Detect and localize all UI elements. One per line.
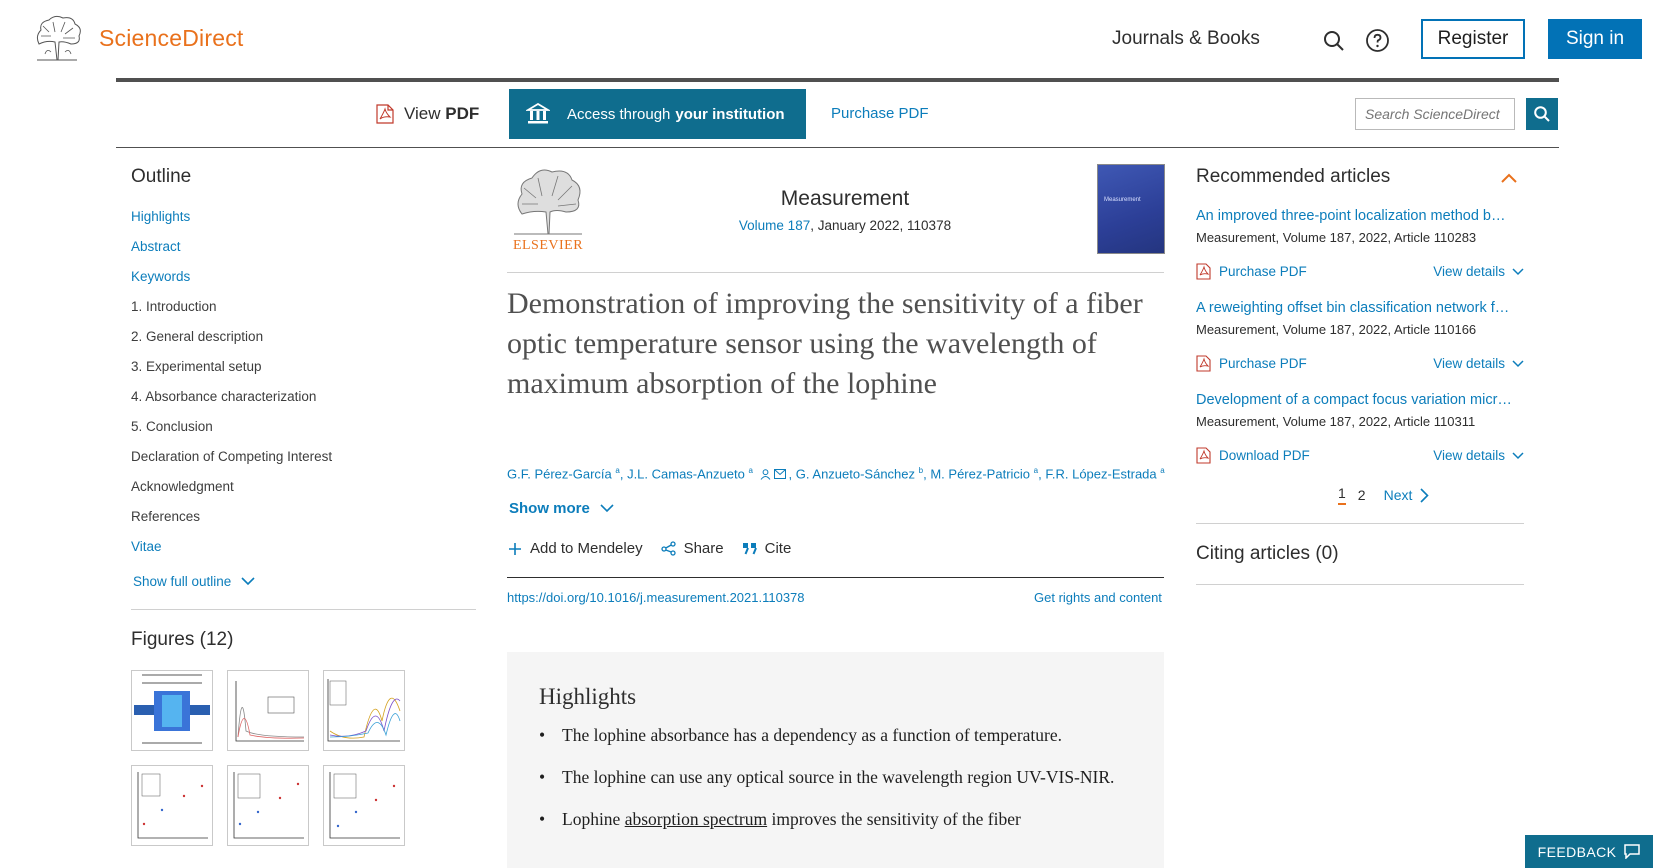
highlights-list [539,722,1139,848]
article-title: Demonstration of improving the sensitivity of a fiber optic temperature sensor using the wavelength of maximum absorption of the lophine [507,287,1143,400]
author-affiliation: a [1033,466,1039,475]
pdf-icon [1196,355,1211,372]
recommended-pdf-link[interactable] [1196,355,1307,372]
article-actions [508,540,791,557]
outline-item-references[interactable]: References [131,509,201,524]
share-label: Share [683,540,724,557]
highlights-heading: Highlights [539,684,637,709]
outline-divider [131,609,476,610]
help-icon[interactable] [1365,28,1390,53]
cite-button[interactable] [742,540,792,557]
author-link[interactable]: M. Pérez-Patricio [930,466,1031,482]
recommended-meta: Measurement, Volume 187, 2022, Article 110311 [1196,414,1476,429]
mendeley-label: Add to Mendeley [530,540,643,557]
recommended-heading: Recommended articles [1196,166,1391,187]
recommended-meta: Measurement, Volume 187, 2022, Article 110166 [1196,322,1477,337]
recommended-divider [1196,523,1524,524]
share-button[interactable] [661,540,724,557]
author-list: G.F. Pérez-García $^a$, J.L. Camas-Anzueto $^a$ , G. Anzueto-Sánchez $^b$, M. Pérez-Patricio $^a$, F.R. López-Estrada $^a$ [507,466,1165,482]
figure-thumbnail[interactable] [131,765,213,846]
outline-item-keywords[interactable]: Keywords [131,269,191,284]
highlight-item [539,806,1139,833]
access-label: Access through [567,105,671,123]
outline-heading: Outline [131,166,192,187]
pdf-label: PDF [445,104,480,123]
highlight-text: Lophine [562,809,625,829]
page-1-current[interactable]: 1 [1338,485,1346,505]
plus-icon [508,542,522,556]
journal-issue-info [690,218,1000,233]
journal-title[interactable]: Measurement [780,187,910,210]
share-icon [661,541,676,556]
doi-link[interactable]: https://doi.org/10.1016/j.measurement.2021.110378 [507,590,805,605]
outline-item-highlights[interactable]: Highlights [131,209,191,224]
author-link[interactable]: J.L. Camas-Anzueto [627,466,745,482]
actions-divider [507,577,1164,578]
chevron-down-icon [1512,360,1524,368]
recommended-pagination [1338,485,1429,505]
view-details-label: View details [1433,264,1505,279]
search-sciencedirect-input[interactable] [1355,98,1515,130]
pdf-icon [376,104,394,124]
recommended-pdf-link[interactable] [1196,263,1307,280]
recommended-meta: Measurement, Volume 187, 2022, Article 110283 [1196,230,1477,245]
show-more-label: Show more [509,500,590,517]
outline-item-absorbance[interactable]: 4. Absorbance characterization [131,389,317,404]
author-link[interactable]: F.R. López-Estrada [1045,466,1157,482]
access-institution-label: your institution [675,105,785,123]
outline-item-acknowledgment[interactable]: Acknowledgment [131,479,234,494]
figure-thumbnail[interactable] [323,765,405,846]
outline-item-conclusion[interactable]: 5. Conclusion [131,419,213,434]
sciencedirect-wordmark[interactable]: ScienceDirect [99,25,244,51]
figure-thumbnails [131,670,405,846]
show-full-outline-label: Show full outline [133,574,232,589]
highlight-item: • The lophine can use any optical source in the wavelength region UV-VIS-NIR. [539,764,1139,791]
cover-title: Measurement [1104,197,1141,203]
journals-books-link[interactable]: Journals & Books [1112,28,1260,49]
author-affiliation: a [748,466,753,475]
recommended-pdf-link[interactable] [1196,447,1310,464]
absorption-spectrum-link[interactable]: absorption spectrum [624,809,768,829]
figure-thumbnail[interactable] [131,670,213,751]
access-institution-button[interactable] [509,89,806,139]
author-link[interactable]: G. Anzueto-Sánchez [795,466,916,482]
rights-content-link[interactable]: Get rights and content [1034,590,1162,605]
recommended-pdf-label: Purchase PDF [1219,264,1307,279]
highlights-section [507,652,1164,868]
outline-item-experimental-setup[interactable]: 3. Experimental setup [131,359,262,374]
elsevier-tree-logo[interactable] [29,14,85,62]
author-affiliation: a [615,466,620,475]
feedback-label: FEEDBACK [1537,843,1617,860]
view-details-label: View details [1433,448,1505,463]
recommended-article [1196,300,1524,392]
recommended-article [1196,392,1524,484]
outline-list [131,207,332,567]
highlight-item: • The lophine absorbance has a dependency as a function of temperature. [539,722,1139,749]
person-icon [760,469,771,480]
recommended-article [1196,208,1524,300]
chevron-down-icon [241,577,255,586]
outline-item-vitae[interactable]: Vitae [131,539,162,554]
issue-date: , January 2022, 110378 [810,218,952,233]
search-submit-button[interactable] [1526,98,1558,130]
chevron-down-icon [600,504,614,513]
view-label: View [404,104,441,123]
institution-icon [509,89,567,139]
quote-icon [742,542,757,555]
page-2-link[interactable]: 2 [1357,487,1366,503]
purchase-pdf-link[interactable]: Purchase PDF [831,105,929,122]
recommended-title-link[interactable]: A reweighting offset bin classification network f… [1196,300,1510,316]
outline-item-competing-interest[interactable]: Declaration of Competing Interest [131,449,333,464]
sign-in-button[interactable]: Sign in [1548,19,1642,59]
chevron-down-icon [1512,452,1524,460]
title-divider [507,272,1164,273]
citing-divider [1196,584,1524,585]
citing-articles-heading[interactable]: Citing articles (0) [1196,543,1339,564]
outline-item-introduction[interactable]: 1. Introduction [131,299,217,314]
recommended-pdf-label: Download PDF [1219,448,1310,463]
chevron-down-icon [1512,268,1524,276]
site-header [0,0,1672,78]
chat-bubble-icon [1624,844,1640,859]
elsevier-wordmark: ELSEVIER [512,238,584,253]
chevron-right-icon [1420,488,1429,503]
cite-label: Cite [764,540,792,557]
figure-thumbnail[interactable] [323,670,405,751]
author-affiliation: b [918,466,924,475]
search-icon[interactable] [1322,29,1346,53]
show-more-button[interactable] [509,500,614,517]
highlight-text: improves the sensitivity of the fiber [767,809,1021,829]
envelope-icon[interactable] [774,469,786,479]
search-icon [1533,105,1551,123]
view-details-button[interactable] [1433,356,1524,371]
view-details-button[interactable] [1433,264,1524,279]
recommended-title-link[interactable]: Development of a compact focus variation micr… [1196,392,1512,408]
view-details-label: View details [1433,356,1505,371]
next-page-button[interactable] [1384,487,1430,503]
recommended-list [1196,208,1524,484]
next-label: Next [1383,487,1413,503]
view-pdf-button[interactable] [376,104,479,124]
add-to-mendeley-button[interactable] [508,540,643,557]
journal-cover-image[interactable] [1097,164,1165,254]
volume-link[interactable]: Volume 187 [738,218,811,233]
elsevier-logo[interactable] [508,164,588,254]
show-full-outline-button[interactable] [133,574,255,589]
recommended-title-link[interactable]: An improved three-point localization method b… [1196,208,1506,224]
view-details-button[interactable] [1433,448,1524,463]
register-button[interactable]: Register [1421,19,1525,59]
pdf-icon [1196,263,1211,280]
chevron-up-icon[interactable] [1500,172,1518,184]
author-affiliation: a [1160,466,1165,475]
outline-item-general-description[interactable]: 2. General description [131,329,264,344]
author-link[interactable]: G.F. Pérez-García [507,466,612,482]
figure-thumbnail[interactable] [227,765,309,846]
feedback-button[interactable] [1525,835,1653,868]
article-toolbar [116,82,1559,148]
figures-heading: Figures (12) [131,629,234,650]
outline-item-abstract[interactable]: Abstract [131,239,181,254]
figure-thumbnail[interactable] [227,670,309,751]
recommended-pdf-label: Purchase PDF [1219,356,1307,371]
pdf-icon [1196,447,1211,464]
